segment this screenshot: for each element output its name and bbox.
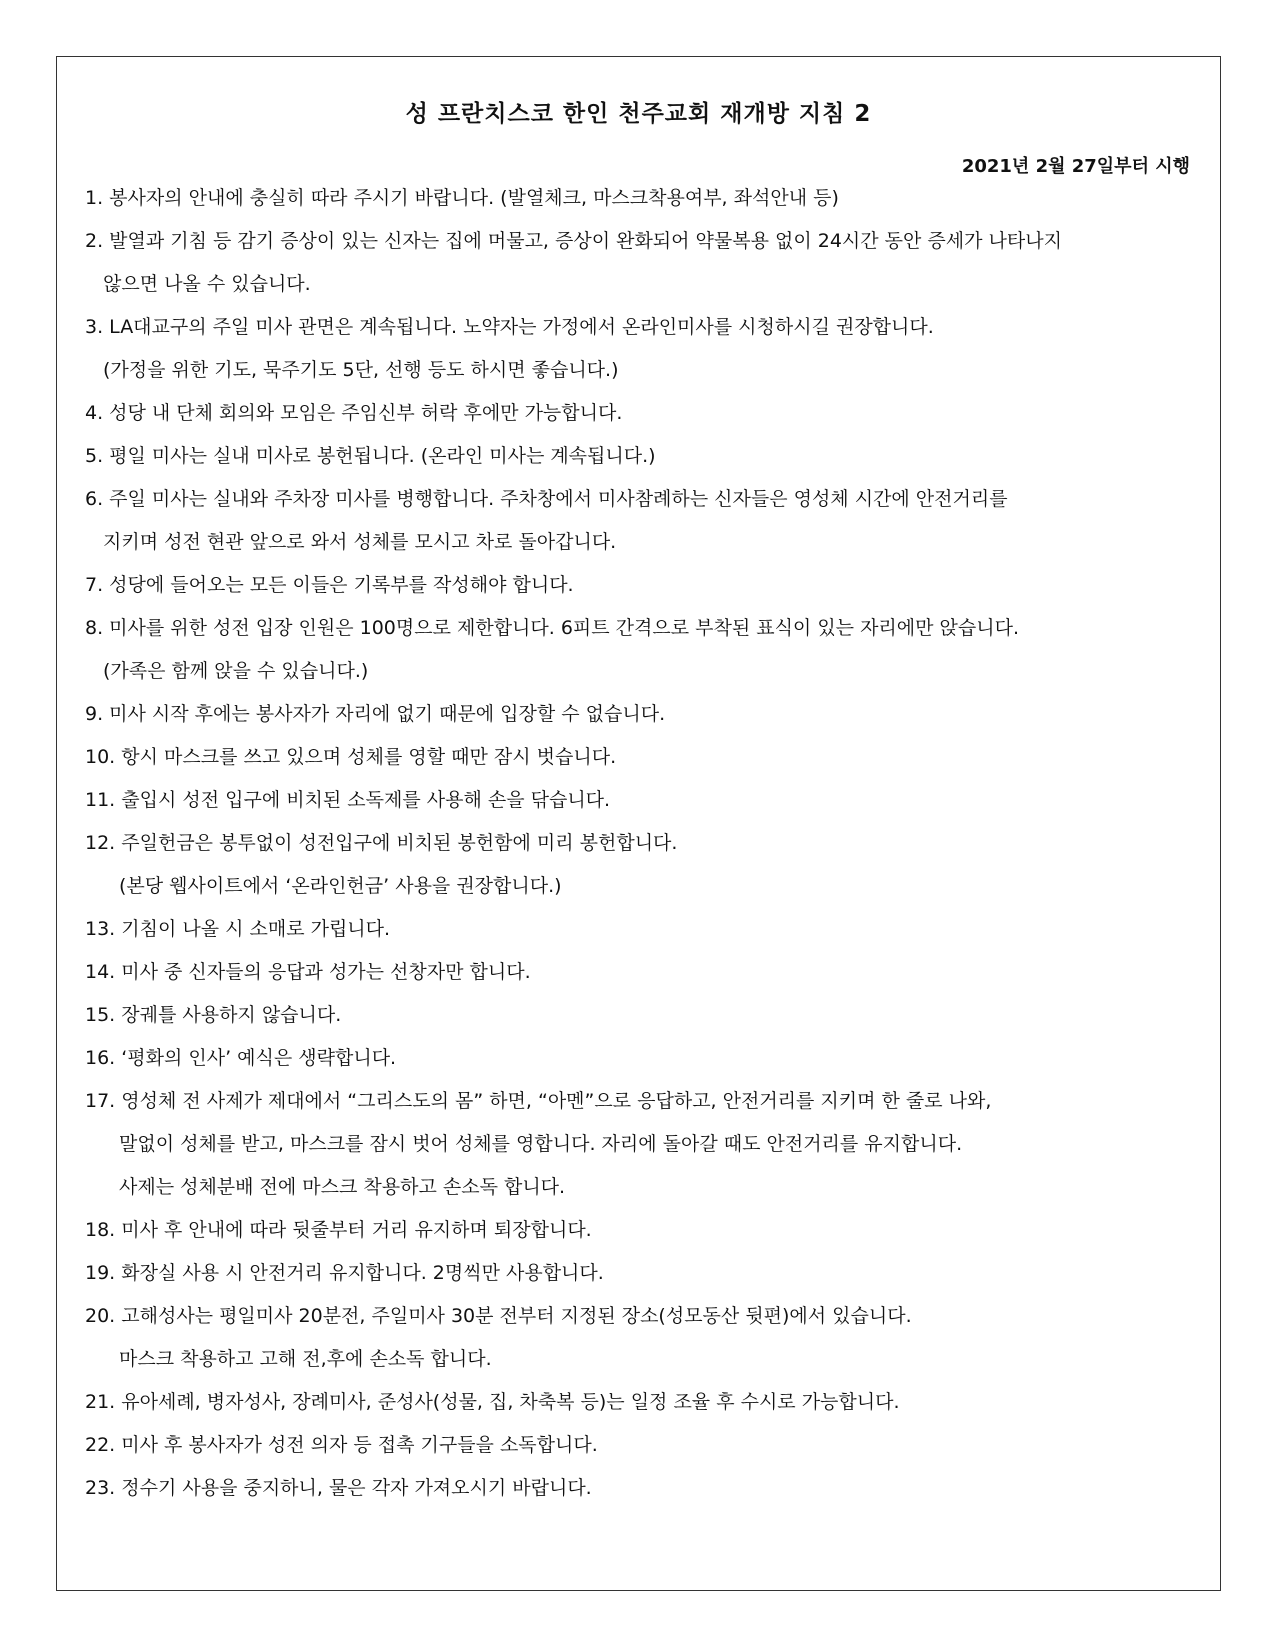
guideline-line: 9. 미사 시작 후에는 봉사자가 자리에 없기 때문에 입장할 수 없습니다. xyxy=(85,703,666,725)
guideline-line: 18. 미사 후 안내에 따라 뒷줄부터 거리 유지하며 퇴장합니다. xyxy=(85,1219,592,1241)
guideline-line: (본당 웹사이트에서 ‘온라인헌금’ 사용을 권장합니다.) xyxy=(119,875,562,897)
guideline-line: 22. 미사 후 봉사자가 성전 의자 등 접촉 기구들을 소독합니다. xyxy=(85,1434,598,1456)
guideline-line: 19. 화장실 사용 시 안전거리 유지합니다. 2명씩만 사용합니다. xyxy=(85,1262,604,1284)
guideline-line: (가족은 함께 앉을 수 있습니다.) xyxy=(103,660,369,682)
guideline-line: 7. 성당에 들어오는 모든 이들은 기록부를 작성해야 합니다. xyxy=(85,574,574,596)
guideline-line: 사제는 성체분배 전에 마스크 착용하고 손소독 합니다. xyxy=(119,1176,566,1198)
document-title: 성 프란치스코 한인 천주교회 재개방 지침 2 xyxy=(405,101,872,127)
guideline-line: 않으면 나올 수 있습니다. xyxy=(103,273,311,295)
guideline-line: 13. 기침이 나올 시 소매로 가립니다. xyxy=(85,918,391,940)
effective-date: 2021년 2월 27일부터 시행 xyxy=(961,156,1190,177)
guideline-line: 16. ‘평화의 인사’ 예식은 생략합니다. xyxy=(85,1047,397,1069)
guideline-line: 5. 평일 미사는 실내 미사로 봉헌됩니다. (온라인 미사는 계속됩니다.) xyxy=(85,445,656,467)
guideline-line: 1. 봉사자의 안내에 충실히 따라 주시기 바랍니다. (발열체크, 마스크착용여부, 좌석안내 등) xyxy=(85,187,839,209)
guideline-line: 14. 미사 중 신자들의 응답과 성가는 선창자만 합니다. xyxy=(85,961,531,983)
guideline-line: 23. 정수기 사용을 중지하니, 물은 각자 가져오시기 바랍니다. xyxy=(85,1477,592,1499)
guideline-line: (가정을 위한 기도, 묵주기도 5단, 선행 등도 하시면 좋습니다.) xyxy=(103,359,619,381)
guideline-line: 10. 항시 마스크를 쓰고 있으며 성체를 영할 때만 잠시 벗습니다. xyxy=(85,746,617,768)
guideline-line: 11. 출입시 성전 입구에 비치된 소독제를 사용해 손을 닦습니다. xyxy=(85,789,611,811)
guideline-line: 21. 유아세례, 병자성사, 장례미사, 준성사(성물, 집, 차축복 등)는 일정 조율 후 수시로 가능합니다. xyxy=(85,1391,900,1413)
guideline-line: 20. 고해성사는 평일미사 20분전, 주일미사 30분 전부터 지정된 장소(성모동산 뒷편)에서 있습니다. xyxy=(85,1305,912,1327)
guideline-line: 12. 주일헌금은 봉투없이 성전입구에 비치된 봉헌함에 미리 봉헌합니다. xyxy=(85,832,678,854)
document-frame xyxy=(56,56,1221,1591)
guideline-line: 17. 영성체 전 사제가 제대에서 “그리스도의 몸” 하면, “아멘”으로 응답하고, 안전거리를 지키며 한 줄로 나와, xyxy=(85,1090,992,1112)
guideline-line: 8. 미사를 위한 성전 입장 인원은 100명으로 제한합니다. 6피트 간격으로 부착된 표식이 있는 자리에만 앉습니다. xyxy=(85,617,1019,639)
guideline-line: 4. 성당 내 단체 회의와 모임은 주임신부 허락 후에만 가능합니다. xyxy=(85,402,623,424)
guideline-line: 마스크 착용하고 고해 전,후에 손소독 합니다. xyxy=(119,1348,492,1370)
guideline-line: 지키며 성전 현관 앞으로 와서 성체를 모시고 차로 돌아갑니다. xyxy=(103,531,617,553)
guideline-line: 말없이 성체를 받고, 마스크를 잠시 벗어 성체를 영합니다. 자리에 돌아갈 때도 안전거리를 유지합니다. xyxy=(119,1133,963,1155)
guideline-line: 6. 주일 미사는 실내와 주차장 미사를 병행합니다. 주차창에서 미사참례하는 신자들은 영성체 시간에 안전거리를 xyxy=(85,488,1008,510)
guideline-line: 2. 발열과 기침 등 감기 증상이 있는 신자는 집에 머물고, 증상이 완화되어 약물복용 없이 24시간 동안 증세가 나타나지 xyxy=(85,230,1062,252)
guideline-line: 3. LA대교구의 주일 미사 관면은 계속됩니다. 노약자는 가정에서 온라인미사를 시청하시길 권장합니다. xyxy=(85,316,934,338)
guideline-line: 15. 장궤틀 사용하지 않습니다. xyxy=(85,1004,342,1026)
